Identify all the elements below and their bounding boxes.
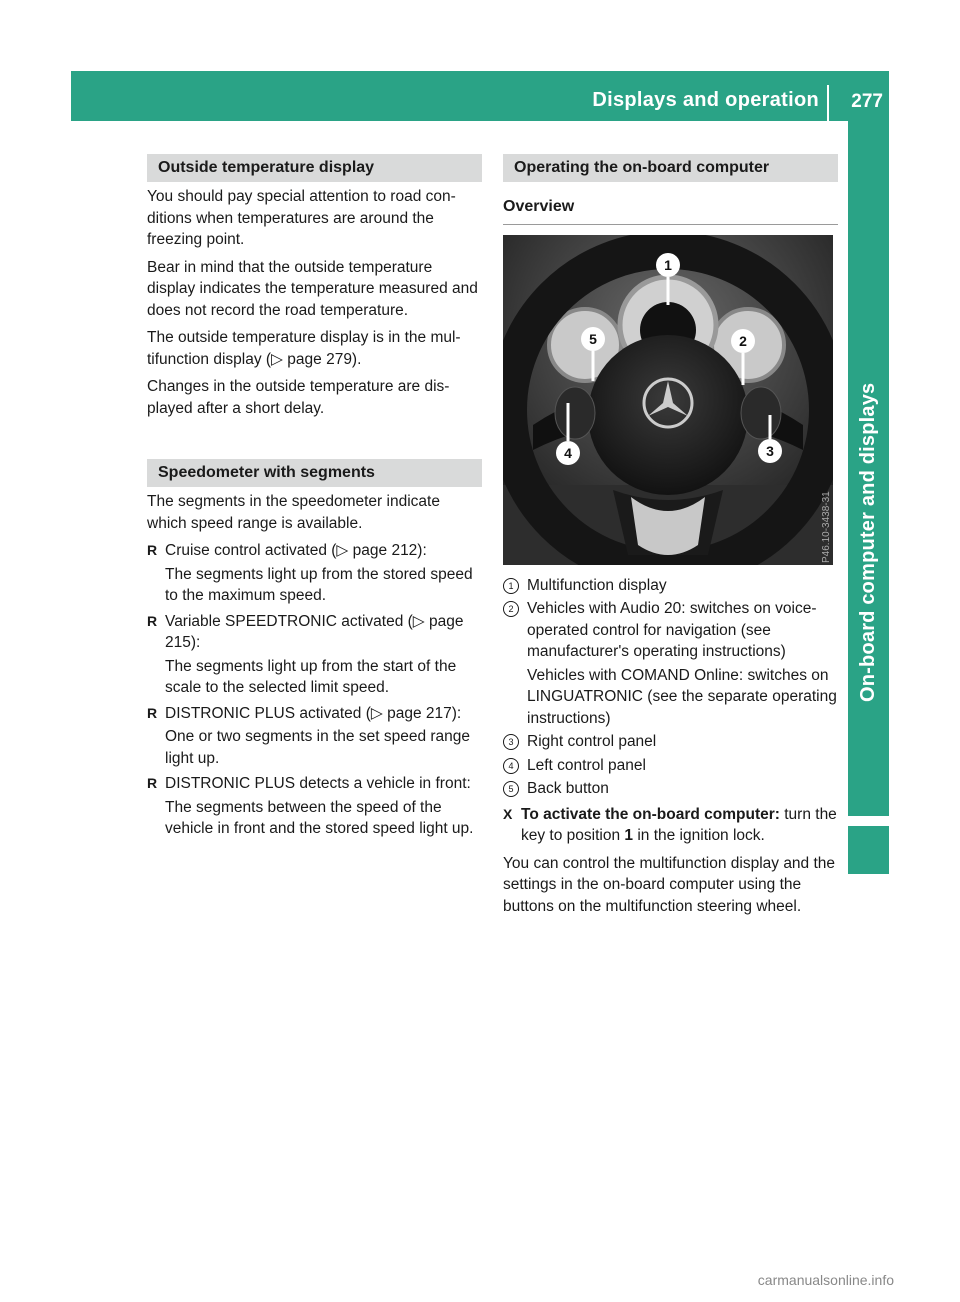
callout-5-label: 5	[589, 330, 597, 347]
action-marker: X	[503, 805, 513, 822]
bullet-title: DISTRONIC PLUS detects a vehicle in front:	[165, 775, 471, 792]
callout-4	[556, 441, 580, 465]
page-title: Displays and operation	[592, 89, 819, 111]
legend-item	[503, 575, 838, 597]
legend-text: Multifunction display	[527, 576, 667, 594]
paragraph: The outside temperature display is in the mul-tifunction display (▷ page 279).	[147, 329, 461, 368]
legend-item	[503, 731, 838, 753]
callout-3-label: 3	[766, 442, 774, 459]
legend-item	[503, 778, 838, 800]
action-bold: To activate the on-board computer:	[521, 805, 780, 823]
bullet-text: The segments light up from the stored speed to the maximum speed.	[165, 565, 473, 604]
overview-heading: Overview	[503, 196, 838, 225]
paragraph: Bear in mind that the outside temperature display indicates the temperature measured and does not record the road temperature.	[147, 258, 478, 319]
callout-3	[758, 439, 782, 463]
callout-layer	[503, 235, 833, 565]
bullet-item	[147, 703, 482, 725]
callout-1-label: 1	[664, 256, 672, 273]
bullet-mark: R	[147, 775, 158, 791]
callout-4-label: 4	[564, 444, 572, 461]
paragraph: You should pay special attention to road con-ditions when temperatures are around the freezing point.	[147, 188, 456, 248]
header-bar	[71, 71, 889, 121]
legend-text: Right control panel	[527, 733, 657, 750]
legend-item	[503, 755, 838, 777]
bullet-text: The segments between the speed of the vehicle in front and the stored speed light up.	[165, 798, 474, 837]
bullet-mark: R	[147, 542, 158, 558]
legend-number: 5	[503, 781, 519, 797]
action-position: 1	[624, 827, 634, 844]
legend-item	[503, 598, 838, 663]
left-column	[147, 154, 482, 844]
bullet-item	[147, 540, 482, 562]
bullet-text: One or two segments in the set speed range light up.	[165, 728, 471, 767]
legend-text: Back button	[527, 780, 609, 797]
callout-5	[581, 327, 605, 351]
bullet-title: DISTRONIC PLUS activated (▷ page 217):	[165, 704, 462, 722]
legend-number: 4	[503, 758, 519, 774]
legend-text: Left control panel	[527, 756, 646, 774]
bullet-item	[147, 611, 482, 654]
action-step	[503, 804, 838, 847]
bullet-title: Cruise control activated (▷ page 212):	[165, 542, 427, 559]
action-end: in the ignition lock.	[633, 827, 765, 844]
bullet-title: Variable SPEEDTRONIC activated (▷ page 215):	[165, 612, 464, 651]
action-text: turn the key to position	[521, 805, 837, 844]
paragraph: Changes in the outside temperature are dis-played after a short delay.	[147, 378, 450, 417]
section-heading-onboard: Operating the on-board computer	[503, 154, 838, 182]
right-column	[503, 154, 838, 923]
header-divider	[827, 85, 829, 121]
section-heading-outside: Outside temperature display	[147, 154, 482, 182]
page-number: 277	[851, 91, 883, 112]
legend-item	[503, 665, 838, 730]
callout-2-label: 2	[739, 332, 747, 349]
bullet-mark: R	[147, 704, 158, 721]
section-heading-speedometer: Speedometer with segments	[147, 459, 482, 487]
bullet-mark: R	[147, 612, 158, 629]
callout-2	[731, 329, 755, 353]
legend-number: 3	[503, 734, 519, 750]
legend-number: 1	[503, 578, 519, 594]
bullet-text: The segments light up from the start of the scale to the selected limit speed.	[165, 657, 457, 696]
legend-text: Vehicles with COMAND Online: switches on LINGUATRONIC (see the separate operating instructions)	[527, 666, 837, 727]
paragraph: The segments in the speedometer indicate which speed range is available.	[147, 493, 440, 532]
legend-number: 2	[503, 601, 519, 617]
side-tab-marker	[848, 826, 889, 874]
closing-paragraph: You can control the multifunction display and the settings in the on-board computer using the buttons on the multifunction steering wheel.	[503, 854, 836, 915]
figure-code: P46.10-3438-31	[821, 490, 832, 563]
steering-wheel-figure	[503, 235, 833, 565]
callout-1	[656, 253, 680, 277]
side-tab-label: On-board computer and displays	[857, 382, 879, 702]
legend-text: Vehicles with Audio 20: switches on voice-operated control for navigation (see manufacturer's operating instructions)	[527, 600, 817, 660]
footer-watermark: carmanualsonline.info	[757, 1272, 894, 1288]
bullet-item	[147, 773, 482, 795]
